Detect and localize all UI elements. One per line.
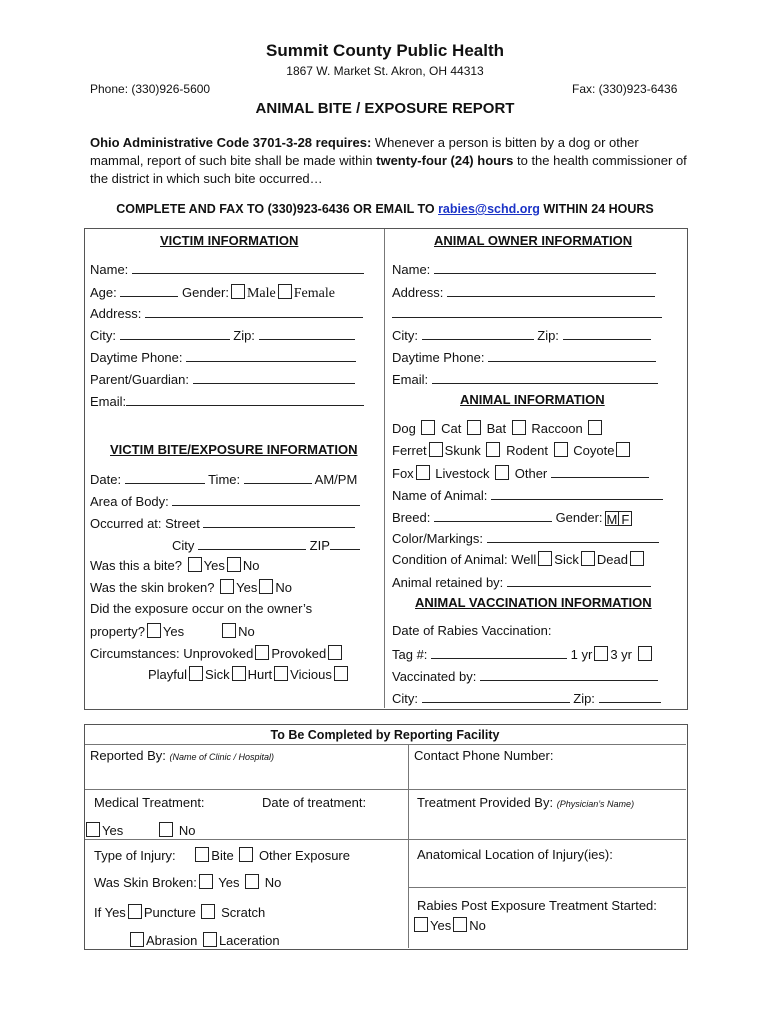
skin-broken-row: [90, 579, 292, 595]
pep-no-checkbox[interactable]: [453, 917, 467, 932]
victim-address-label: Address:: [90, 306, 142, 321]
code-label: Ohio Administrative Code 3701-3-28 requires:: [90, 135, 372, 150]
owner-city-field[interactable]: [422, 326, 534, 340]
owner-name-field[interactable]: [434, 260, 656, 274]
raccoon-label: Raccoon: [531, 421, 583, 436]
skunk-label: Skunk: [444, 443, 481, 458]
main-divider: [384, 229, 385, 708]
gender-m-label: M: [606, 512, 618, 527]
vaccination-city-field[interactable]: [422, 689, 570, 703]
gender-m-checkbox[interactable]: [605, 511, 620, 526]
bite-area-row: [90, 492, 360, 509]
bat-label: Bat: [486, 421, 507, 436]
injury-other-checkbox[interactable]: [239, 847, 253, 862]
bite-street-field[interactable]: [203, 514, 355, 528]
medical-treatment-label: Medical Treatment:: [94, 795, 205, 810]
skunk-checkbox[interactable]: [486, 442, 500, 457]
owner-heading: ANIMAL OWNER INFORMATION: [434, 233, 633, 248]
medical-treatment-options: [84, 822, 195, 838]
treatment-no-label: No: [178, 823, 196, 838]
condition-row: [392, 551, 646, 567]
report-title: ANIMAL BITE / EXPOSURE REPORT: [255, 100, 515, 117]
vaccination-zip-field[interactable]: [599, 689, 661, 703]
markings-row: [392, 529, 659, 546]
playful-checkbox[interactable]: [189, 666, 203, 681]
injury-bite-checkbox[interactable]: [195, 847, 209, 862]
reported-by-label: Reported By:: [90, 748, 166, 763]
owner-address-row: [392, 283, 655, 300]
animal-name-field[interactable]: [491, 486, 663, 500]
breed-label: Breed:: [392, 510, 431, 525]
scratch-checkbox[interactable]: [201, 904, 215, 919]
puncture-checkbox[interactable]: [128, 904, 142, 919]
victim-male-label: Male: [246, 286, 276, 301]
circumstances-label: Circumstances:: [90, 646, 180, 661]
victim-male-checkbox[interactable]: [231, 284, 245, 299]
other-animal-label: Other: [514, 466, 548, 481]
three-yr-checkbox[interactable]: [638, 646, 652, 661]
bat-checkbox[interactable]: [512, 420, 526, 435]
facility-row-line-3: [409, 839, 686, 840]
condition-sick-checkbox[interactable]: [581, 551, 595, 566]
victim-phone-label: Daytime Phone:: [90, 350, 183, 365]
victim-city-row: [90, 326, 355, 343]
victim-guardian-label: Parent/Guardian:: [90, 372, 190, 387]
laceration-label: Laceration: [218, 933, 280, 948]
abrasion-checkbox[interactable]: [130, 932, 144, 947]
victim-zip-label: Zip:: [233, 328, 255, 343]
instruction-prefix: COMPLETE AND FAX TO (330)923-6436 OR EMAIL TO: [116, 202, 439, 216]
scratch-label: Scratch: [221, 905, 266, 920]
owners-property-row: [90, 623, 255, 639]
victim-zip-field[interactable]: [259, 326, 355, 340]
animal-breed-row: [392, 508, 634, 526]
circumstances-row-2: [148, 666, 350, 682]
facility-skin-no-checkbox[interactable]: [245, 874, 259, 889]
injury-type-label: Type of Injury:: [94, 848, 176, 863]
vicious-checkbox[interactable]: [334, 666, 348, 681]
three-yr-label: 3 yr: [610, 647, 633, 662]
owner-address-field[interactable]: [447, 283, 655, 297]
well-checkbox[interactable]: [538, 551, 552, 566]
owner-name-label: Name:: [392, 262, 431, 277]
one-yr-checkbox[interactable]: [594, 646, 608, 661]
gender-f-checkbox[interactable]: [618, 511, 632, 526]
bite-heading: VICTIM BITE/EXPOSURE INFORMATION: [110, 442, 358, 457]
intro-text-1: Whenever a person is bitten by a dog or other mammal, report of such bite shall be made within: [90, 135, 639, 168]
victim-guardian-row: [90, 370, 355, 387]
was-bite-row: [90, 557, 259, 573]
circumstances-row: [90, 645, 344, 661]
provoked-label: Provoked: [271, 646, 327, 661]
vaccination-city-row: [392, 689, 661, 706]
reported-by-row: [90, 748, 274, 763]
one-yr-label: 1 yr: [570, 647, 593, 662]
animal-name-label: Name of Animal:: [392, 488, 488, 503]
coyote-label: Coyote: [573, 443, 615, 458]
victim-name-row: [90, 260, 364, 277]
animal-type-row-2: [392, 442, 632, 458]
vaccination-date-label: Date of Rabies Vaccination:: [392, 623, 552, 638]
was-bite-no-checkbox[interactable]: [227, 557, 241, 572]
dog-checkbox[interactable]: [421, 420, 435, 435]
owners-property-label-2: property?: [90, 624, 145, 639]
cat-label: Cat: [441, 421, 462, 436]
contact-phone-label: Contact Phone Number:: [414, 748, 554, 763]
vaccination-city-label: City:: [392, 691, 418, 706]
facility-skin-yes-checkbox[interactable]: [199, 874, 213, 889]
facility-skin-no-label: No: [264, 875, 282, 890]
treatment-by-row: [417, 795, 634, 810]
intro-deadline: twenty-four (24) hours: [376, 153, 514, 168]
victim-name-field[interactable]: [132, 260, 364, 274]
skin-broken-label: Was the skin broken?: [90, 580, 215, 595]
owner-email-label: Email:: [392, 372, 429, 387]
injury-other-label: Other Exposure: [258, 848, 350, 863]
victim-guardian-field[interactable]: [193, 370, 355, 384]
vicious-label: Vicious: [290, 667, 332, 682]
facility-header-line: [85, 744, 686, 745]
owner-address-row-2: [392, 304, 662, 321]
retained-label: Animal retained by:: [392, 575, 504, 590]
victim-gender-label: Gender:: [182, 285, 229, 300]
raccoon-checkbox[interactable]: [588, 420, 602, 435]
victim-email-label: Email:: [90, 394, 127, 409]
if-yes-row: [94, 904, 265, 920]
owners-property-label-1: Did the exposure occur on the owner’s: [90, 601, 313, 616]
skin-broken-yes-checkbox[interactable]: [220, 579, 234, 594]
anatomical-label: Anatomical Location of Injury(ies):: [417, 847, 613, 862]
sick-label: Sick: [205, 667, 230, 682]
bite-city-label: City: [172, 538, 195, 553]
pep-yes-label: Yes: [430, 918, 452, 933]
bite-ampm-label: AM/PM: [314, 472, 358, 487]
victim-city-field[interactable]: [120, 326, 230, 340]
property-no-checkbox[interactable]: [222, 623, 236, 638]
victim-phone-field[interactable]: [186, 348, 356, 362]
facility-row-line-4: [409, 887, 686, 888]
bite-city-field[interactable]: [198, 536, 306, 550]
treatment-by-hint: (Physician’s Name): [556, 799, 635, 809]
if-yes-label: If Yes: [94, 905, 126, 920]
provoked-checkbox[interactable]: [328, 645, 342, 660]
injury-bite-label: Bite: [211, 848, 234, 863]
animal-heading: ANIMAL INFORMATION: [460, 392, 605, 407]
owner-address-label: Address:: [392, 285, 444, 300]
bite-zip-field[interactable]: [330, 536, 360, 550]
was-bite-label: Was this a bite?: [90, 558, 183, 573]
condition-sick-label: Sick: [554, 552, 579, 567]
bite-date-row: [90, 470, 357, 487]
facility-skin-broken-label: Was Skin Broken:: [94, 875, 197, 890]
victim-email-row: [90, 392, 364, 409]
livestock-checkbox[interactable]: [495, 465, 509, 480]
owner-email-row: [392, 370, 658, 387]
owner-phone-row: [392, 348, 656, 365]
ferret-checkbox[interactable]: [429, 442, 443, 457]
pep-no-label: No: [469, 918, 486, 933]
pep-label: Rabies Post Exposure Treatment Started:: [417, 898, 657, 913]
email-link[interactable]: rabies@schd.org: [438, 202, 540, 216]
date-treatment-label: Date of treatment:: [262, 795, 367, 810]
owner-phone-label: Daytime Phone:: [392, 350, 485, 365]
org-phone: Phone: (330)926-5600: [90, 82, 211, 96]
fox-label: Fox: [392, 466, 414, 481]
bite-city-row: [172, 536, 360, 553]
bite-time-label: Time:: [208, 472, 241, 487]
owner-address-field-2[interactable]: [392, 304, 662, 318]
victim-age-label: Age:: [90, 285, 117, 300]
bite-zip-label: ZIP: [309, 538, 330, 553]
intro-text-3: to the health commissioner of the district in which such bite occurred…: [90, 153, 687, 186]
victim-female-checkbox[interactable]: [278, 284, 292, 299]
skin-broken-no-checkbox[interactable]: [259, 579, 273, 594]
vaccination-zip-label: Zip:: [573, 691, 595, 706]
was-bite-yes-label: Yes: [203, 558, 225, 573]
owner-zip-label: Zip:: [537, 328, 559, 343]
bite-time-field[interactable]: [244, 470, 312, 484]
condition-label: Condition of Animal: Well: [392, 552, 537, 567]
treatment-by-label: Treatment Provided By:: [417, 795, 554, 810]
victim-name-label: Name:: [90, 262, 129, 277]
owner-email-field[interactable]: [432, 370, 658, 384]
puncture-label: Puncture: [143, 905, 196, 920]
animal-type-row-3: [392, 464, 649, 481]
laceration-checkbox[interactable]: [203, 932, 217, 947]
injury-type-row: [94, 847, 350, 863]
cat-checkbox[interactable]: [467, 420, 481, 435]
fox-checkbox[interactable]: [416, 465, 430, 480]
abrasion-label: Abrasion: [146, 933, 198, 948]
victim-age-field[interactable]: [120, 283, 178, 297]
unprovoked-label: Unprovoked: [183, 646, 254, 661]
retained-field[interactable]: [507, 573, 651, 587]
victim-phone-row: [90, 348, 356, 365]
property-yes-checkbox[interactable]: [147, 623, 161, 638]
vaccinated-by-label: Vaccinated by:: [392, 669, 477, 684]
treatment-yes-label: Yes: [102, 823, 124, 838]
property-no-label: No: [238, 624, 255, 639]
owner-city-row: [392, 326, 651, 343]
owner-city-label: City:: [392, 328, 418, 343]
rodent-label: Rodent: [506, 443, 548, 458]
facility-skin-yes-label: Yes: [218, 875, 240, 890]
victim-age-row: [90, 283, 335, 302]
treatment-no-checkbox[interactable]: [159, 822, 173, 837]
treatment-yes-checkbox[interactable]: [86, 822, 100, 837]
facility-skin-broken-row: [94, 874, 281, 890]
tag-row: [392, 645, 654, 662]
org-address: 1867 W. Market St. Akron, OH 44313: [286, 64, 484, 78]
gender-f-label: F: [621, 512, 630, 527]
bite-street-label: Occurred at: Street: [90, 516, 200, 531]
unprovoked-checkbox[interactable]: [255, 645, 269, 660]
markings-label: Color/Markings:: [392, 531, 484, 546]
livestock-label: Livestock: [435, 466, 490, 481]
org-name: Summit County Public Health: [265, 41, 505, 60]
markings-field[interactable]: [487, 529, 659, 543]
owner-zip-field[interactable]: [563, 326, 651, 340]
animal-gender-label: Gender:: [555, 510, 603, 525]
victim-heading: VICTIM INFORMATION: [160, 233, 299, 248]
victim-female-label: Female: [293, 286, 335, 301]
reported-by-hint: (Name of Clinic / Hospital): [169, 752, 275, 762]
org-fax: Fax: (330)923-6436: [572, 82, 678, 96]
hurt-checkbox[interactable]: [274, 666, 288, 681]
dead-label: Dead: [596, 552, 628, 567]
pep-options: [412, 917, 486, 933]
facility-row-line-2: [85, 839, 408, 840]
facility-row-line-1: [85, 789, 686, 790]
instruction-suffix: WITHIN 24 HOURS: [539, 202, 654, 216]
vaccinated-by-row: [392, 667, 658, 684]
instruction-line: [0, 202, 770, 216]
coyote-checkbox[interactable]: [616, 442, 630, 457]
tag-field[interactable]: [431, 645, 567, 659]
dog-label: Dog: [392, 421, 416, 436]
rodent-checkbox[interactable]: [554, 442, 568, 457]
owner-phone-field[interactable]: [488, 348, 656, 362]
victim-address-row: [90, 304, 363, 321]
animal-name-row: [392, 486, 663, 503]
bite-street-row: [90, 514, 355, 531]
bite-date-label: Date:: [90, 472, 122, 487]
playful-label: Playful: [148, 667, 188, 682]
intro-paragraph: [90, 134, 690, 188]
retained-row: [392, 573, 651, 590]
dead-checkbox[interactable]: [630, 551, 644, 566]
owner-name-row: [392, 260, 656, 277]
animal-type-row-1: [392, 420, 604, 436]
vaccination-heading: ANIMAL VACCINATION INFORMATION: [415, 595, 652, 610]
skin-broken-no-label: No: [275, 580, 292, 595]
facility-heading: To Be Completed by Reporting Facility: [270, 728, 500, 742]
if-yes-row-2: [128, 932, 280, 948]
ferret-label: Ferret: [392, 443, 427, 458]
victim-address-field[interactable]: [145, 304, 363, 318]
bite-area-field[interactable]: [172, 492, 360, 506]
bite-date-field[interactable]: [125, 470, 205, 484]
property-yes-label: Yes: [162, 624, 185, 639]
pep-yes-checkbox[interactable]: [414, 917, 428, 932]
victim-email-field[interactable]: [126, 392, 364, 406]
tag-label: Tag #:: [392, 647, 428, 662]
vaccinated-by-field[interactable]: [480, 667, 658, 681]
skin-broken-yes-label: Yes: [236, 580, 258, 595]
was-bite-yes-checkbox[interactable]: [188, 557, 202, 572]
breed-field[interactable]: [434, 508, 552, 522]
was-bite-no-label: No: [242, 558, 260, 573]
sick-checkbox[interactable]: [232, 666, 246, 681]
facility-divider: [408, 745, 409, 948]
bite-area-label: Area of Body:: [90, 494, 169, 509]
hurt-label: Hurt: [247, 667, 273, 682]
other-animal-field[interactable]: [551, 464, 649, 478]
victim-city-label: City:: [90, 328, 116, 343]
